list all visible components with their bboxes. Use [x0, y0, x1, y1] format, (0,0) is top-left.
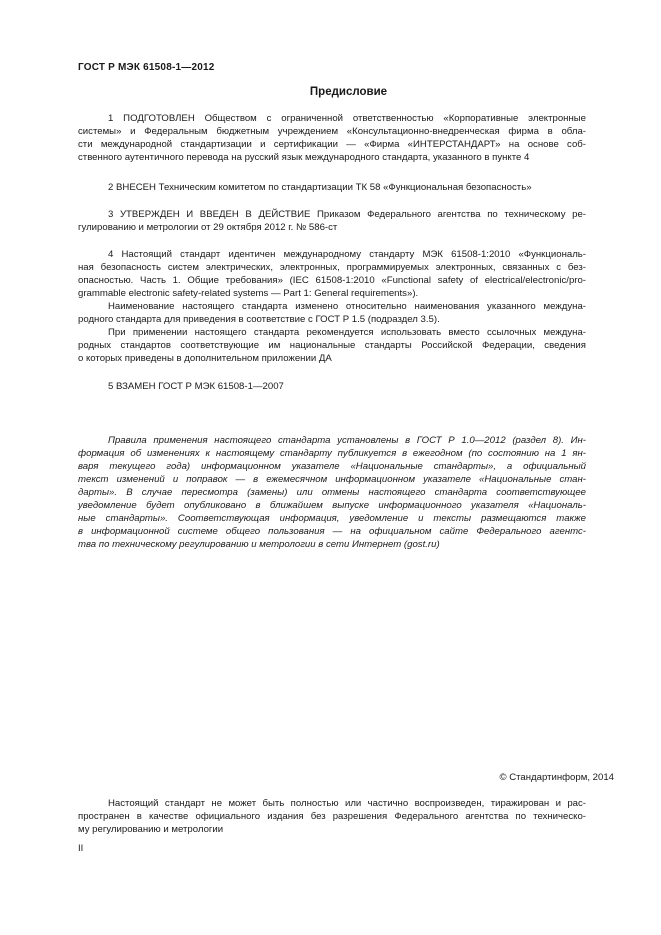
- item-1-line: 1 ПОДГОТОВЛЕН Обществом с ограниченной ответственностью «Корпоративные электронные: [108, 113, 586, 124]
- item-3-line: 3 УТВЕРЖДЕН И ВВЕДЕН В ДЕЙСТВИЕ Приказом Федерального агентства по техническому ре-: [108, 209, 586, 220]
- item-4-line: опасностью. Часть 1. Общие требования» (IEC 61508-1:2010 «Functional safety of electrical/electronic/pro-: [78, 275, 586, 286]
- notice-line: ные стандарты». Соответствующая информация, уведомление и тексты размещаются также: [78, 513, 586, 524]
- notice-line: в информационной системе общего пользования — на официальном сайте Федерального агентс-: [78, 526, 586, 537]
- item-4-reference-note-line: родных стандартов соответствующие им национальные стандарты Российской Федерации, сведения: [78, 340, 586, 351]
- reproduction-notice: [78, 797, 586, 836]
- notice-line: текст изменений и поправок — в ежемесячном информационном указателе «Национальные стан-: [78, 474, 586, 485]
- item-4-reference-note-line: о которых приведены в дополнительном приложении ДА: [78, 353, 332, 364]
- item-1-paragraph: [78, 112, 586, 164]
- document-code: ГОСТ Р МЭК 61508-1—2012: [78, 62, 215, 73]
- notice-line: дарты». В случае пересмотра (замены) или отмены настоящего стандарта соответствующее: [78, 487, 586, 498]
- reproduction-line: пространен в качестве официального издания без разрешения Федерального агентства по техническо-: [78, 811, 586, 822]
- item-2-paragraph: [78, 181, 586, 194]
- notice-line: Правила применения настоящего стандарта установлены в ГОСТ Р 1.0—2012 (раздел 8). Ин-: [108, 435, 586, 446]
- item-4-reference-note-line: При применении настоящего стандарта рекомендуется использовать вместо ссылочных междуна-: [108, 327, 586, 338]
- item-5-paragraph: [78, 380, 586, 393]
- notice-line: варя текущего года) информационном указателе «Национальные стандарты», а официальный: [78, 461, 586, 472]
- item-5-line: 5 ВЗАМЕН ГОСТ Р МЭК 61508-1—2007: [108, 381, 284, 392]
- reproduction-line: му регулированию и метрологии: [78, 824, 224, 835]
- item-1-line: ственного аутентичного перевода на русский язык международного стандарта, указанного в пункте 4: [78, 152, 530, 163]
- item-2-line: 2 ВНЕСЕН Техническим комитетом по стандартизации ТК 58 «Функциональная безопасность»: [108, 182, 532, 193]
- application-rules-notice: [78, 434, 586, 551]
- item-3-line: гулированию и метрологии от 29 октября 2012 г. № 586-ст: [78, 222, 338, 233]
- item-1-line: сти международной стандартизации и сертификации — «Фирма «ИНТЕРСТАНДАРТ» на основе соб-: [78, 139, 586, 150]
- item-4-name-note-line: родного стандарта для приведения в соответствие с ГОСТ Р 1.5 (подраздел 3.5).: [78, 314, 440, 325]
- notice-line: формация об изменениях к настоящему стандарту публикуется в ежегодном (по состоянию на 1 ян-: [78, 448, 586, 459]
- item-4-line: 4 Настоящий стандарт идентичен международному стандарту МЭК 61508-1:2010 «Функциональ-: [108, 249, 586, 260]
- copyright-notice: © Стандартинформ, 2014: [499, 772, 614, 783]
- page-title: Предисловие: [309, 86, 388, 98]
- item-4-line: grammable electronic safety-related systems — Part 1: General requirements»).: [78, 288, 419, 299]
- notice-line: тва по техническому регулированию и метрологии в сети Интернет (gost.ru): [78, 539, 440, 550]
- reproduction-line: Настоящий стандарт не может быть полностью или частично воспроизведен, тиражирован и рас-: [108, 798, 586, 809]
- notice-line: уведомление будет опубликовано в ближайшем выпуске информационного указателя «Националь-: [78, 500, 586, 511]
- item-1-line: системы» и Федеральным бюджетным учреждением «Консультационно-внедренческая фирма в обла-: [78, 126, 586, 137]
- item-4-name-note-line: Наименование настоящего стандарта изменено относительно наименования указанного междуна-: [108, 301, 586, 312]
- item-4-line: ная безопасность систем электрических, электронных, программируемых электронных, связанных с без-: [78, 262, 586, 273]
- item-3-paragraph: [78, 208, 586, 234]
- item-4-paragraph: [78, 248, 586, 365]
- page-number: II: [78, 843, 84, 854]
